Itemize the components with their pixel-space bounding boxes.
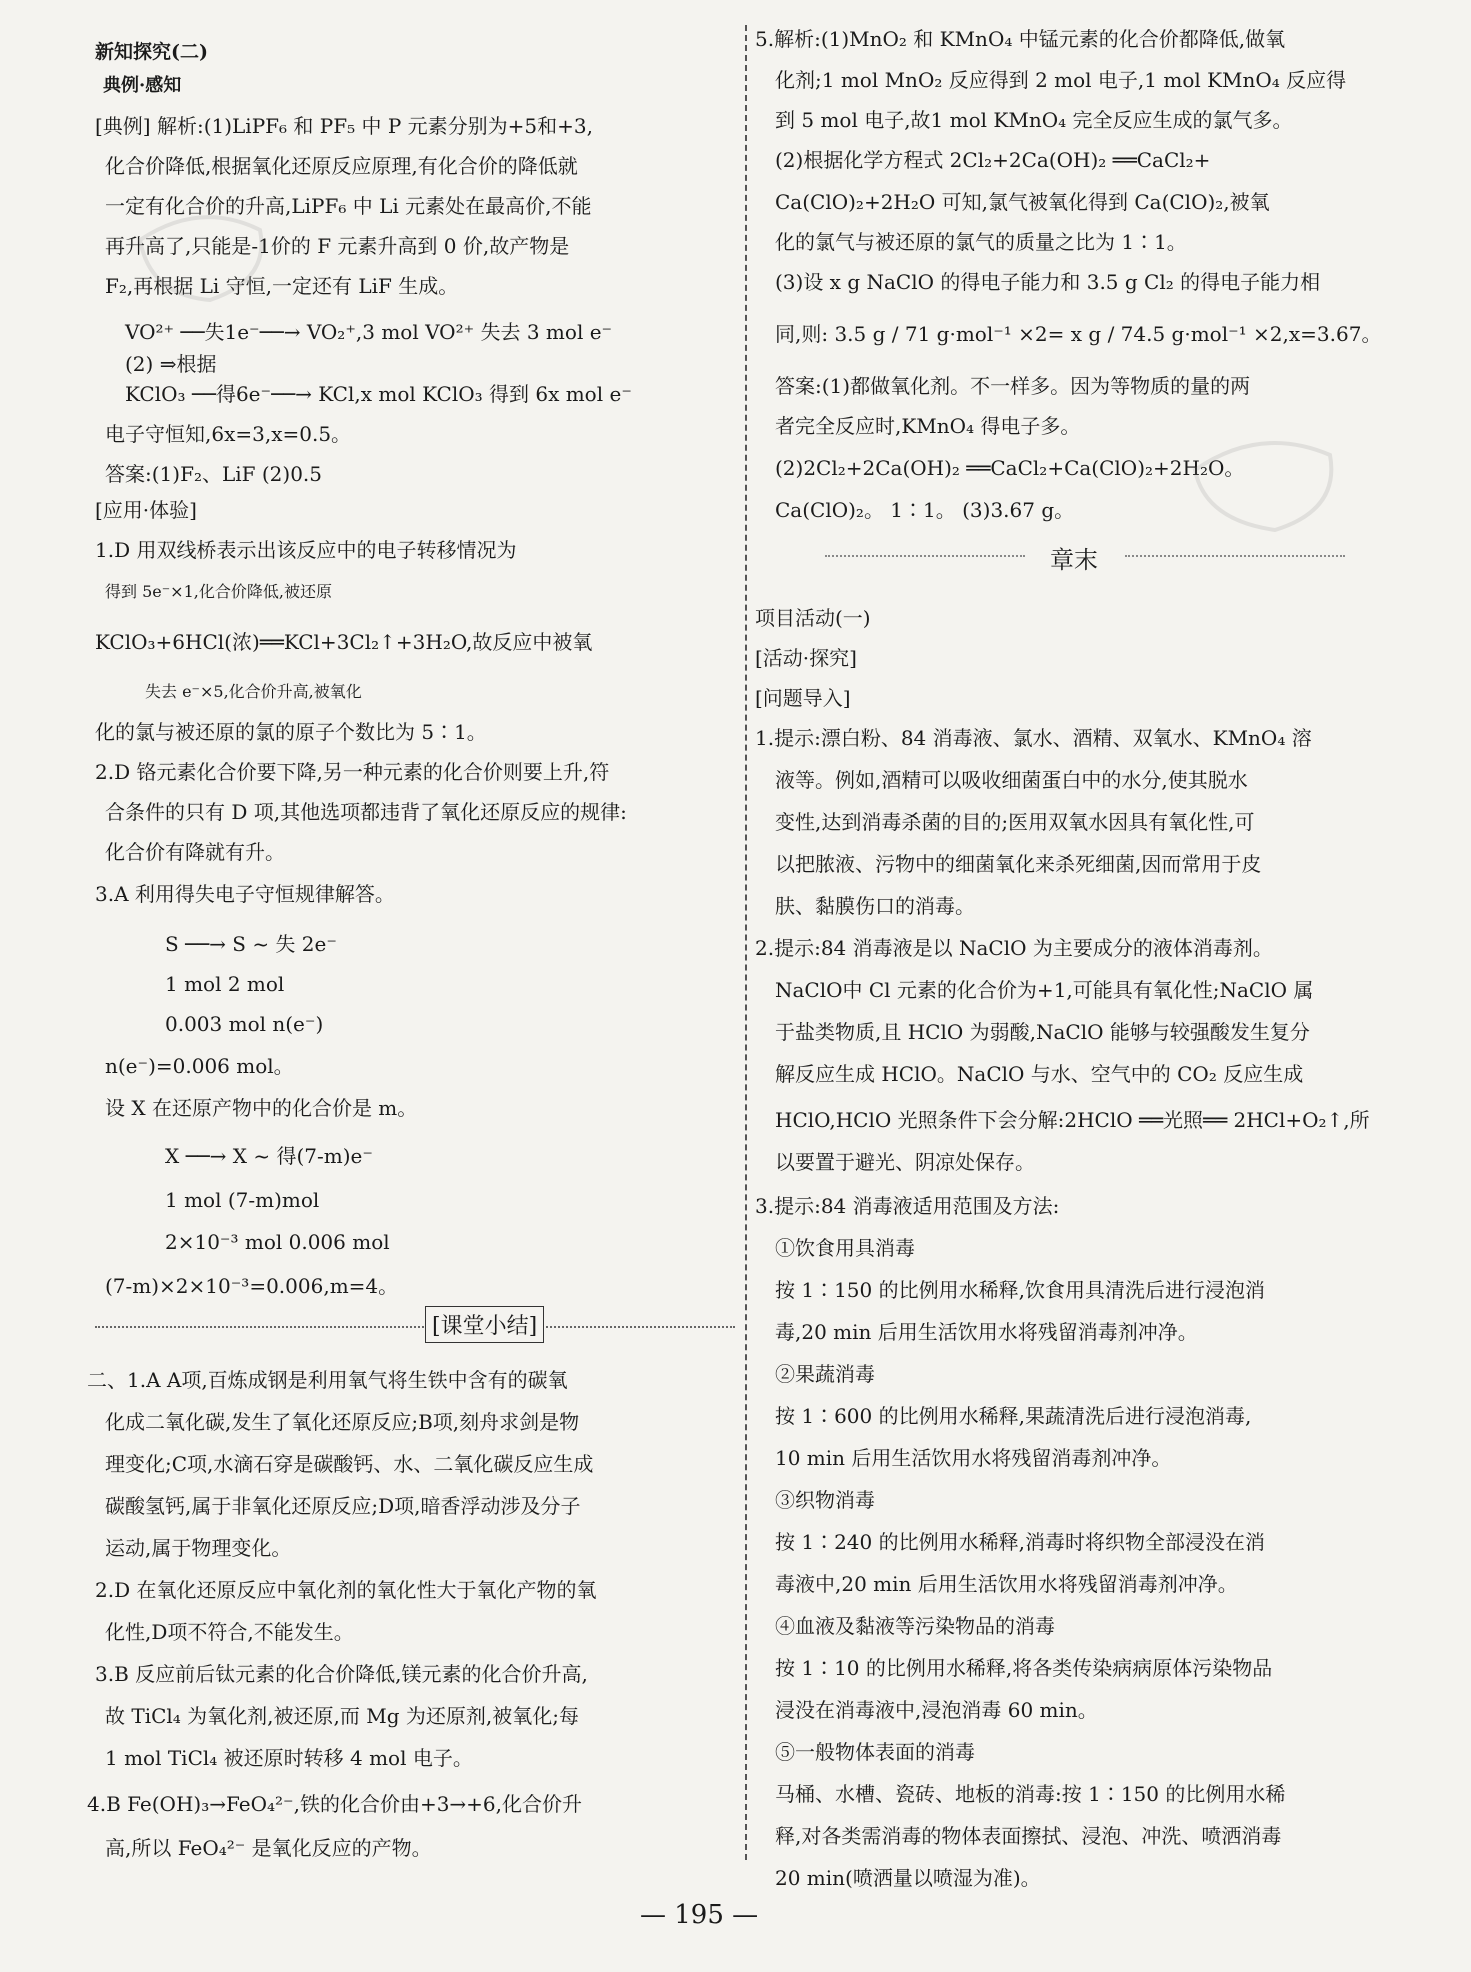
summary-label: [课堂小结] [425, 1306, 544, 1343]
column-divider [745, 25, 747, 1860]
section-label: [应用·体验] [95, 498, 197, 522]
text-line: n(e⁻)=0.006 mol。 [105, 1054, 294, 1078]
text-line: 1.D 用双线桥表示出该反应中的电子转移情况为 [95, 538, 517, 562]
text-line: 设 X 在还原产物中的化合价是 m。 [105, 1096, 418, 1120]
text-line: 运动,属于物理变化。 [105, 1536, 292, 1560]
text-line: 浸没在消毒液中,浸泡消毒 60 min。 [775, 1698, 1098, 1722]
text-line: 释,对各类需消毒的物体表面擦拭、浸泡、冲洗、喷洒消毒 [775, 1824, 1282, 1848]
text-line: 者完全反应时,KMnO₄ 得电子多。 [775, 414, 1081, 438]
text-line: 化的氯气与被还原的氯气的质量之比为 1∶1。 [775, 230, 1187, 254]
text-line: 按 1∶150 的比例用水稀释,饮食用具清洗后进行浸泡消 [775, 1278, 1265, 1302]
text-line: 化的氯与被还原的氯的原子个数比为 5∶1。 [95, 720, 487, 744]
answer-line: 答案:(1)都做氧化剂。不一样多。因为等物质的量的两 [775, 374, 1251, 398]
bridge-annotation: 失去 e⁻×5,化合价升高,被氧化 [145, 682, 362, 701]
chapter-title: 章末 [1050, 546, 1098, 574]
project-title: 项目活动(一) [755, 606, 871, 630]
text-line: [典例] 解析:(1)LiPF₆ 和 PF₅ 中 P 元素分别为+5和+3, [95, 114, 593, 138]
text-line: 到 5 mol 电子,故1 mol KMnO₄ 完全反应生成的氯气多。 [775, 108, 1293, 132]
text-line: 毒,20 min 后用生活饮用水将残留消毒剂冲净。 [775, 1320, 1198, 1344]
section-label: [活动·探究] [755, 646, 857, 670]
text-line: 马桶、水槽、瓷砖、地板的消毒:按 1∶150 的比例用水稀 [775, 1782, 1286, 1806]
text-line: 2.D 在氧化还原反应中氧化剂的氧化性大于氧化产物的氧 [95, 1578, 597, 1602]
text-line: 按 1∶600 的比例用水稀释,果蔬清洗后进行浸泡消毒, [775, 1404, 1252, 1428]
subheading: ⑤一般物体表面的消毒 [775, 1740, 975, 1764]
text-line: F₂,再根据 Li 守恒,一定还有 LiF 生成。 [105, 274, 459, 298]
page-number: — 195 — [640, 1900, 759, 1930]
text-line: (3)设 x g NaClO 的得电子能力和 3.5 g Cl₂ 的得电子能力相 [775, 270, 1321, 294]
text-line: 2.D 铬元素化合价要下降,另一种元素的化合价则要上升,符 [95, 760, 610, 784]
text-line: 3.提示:84 消毒液适用范围及方法: [755, 1194, 1060, 1218]
equation-line: HClO,HClO 光照条件下会分解:2HClO ══光照══ 2HCl+O₂↑,所 [775, 1108, 1370, 1132]
chapter-rule-left [825, 555, 1025, 557]
text-line: (2)2Cl₂+2Ca(OH)₂ ══CaCl₂+Ca(ClO)₂+2H₂O。 [775, 456, 1245, 480]
text-line: 于盐类物质,且 HClO 为弱酸,NaClO 能够与较强酸发生复分 [775, 1020, 1310, 1044]
text-line: 液等。例如,酒精可以吸收细菌蛋白中的水分,使其脱水 [775, 768, 1248, 792]
equation-line: KClO₃+6HCl(浓)══KCl+3Cl₂↑+3H₂O,故反应中被氧 [95, 630, 593, 654]
text-line: 20 min(喷洒量以喷湿为准)。 [775, 1866, 1041, 1890]
text-line: 化合价有降就有升。 [105, 840, 285, 864]
equation-line: 2×10⁻³ mol 0.006 mol [165, 1230, 390, 1254]
equation-line: 1 mol 2 mol [165, 972, 285, 996]
text-line: 10 min 后用生活饮用水将残留消毒剂冲净。 [775, 1446, 1172, 1470]
equation-line: X ──→ X ~ 得(7-m)e⁻ [165, 1144, 373, 1168]
bridge-annotation: 得到 5e⁻×1,化合价降低,被还原 [105, 582, 332, 601]
text-line: 2.提示:84 消毒液是以 NaClO 为主要成分的液体消毒剂。 [755, 936, 1273, 960]
text-line: 毒液中,20 min 后用生活饮用水将残留消毒剂冲净。 [775, 1572, 1238, 1596]
text-line: 4.B Fe(OH)₃→FeO₄²⁻,铁的化合价由+3→+6,化合价升 [87, 1792, 583, 1816]
text-line: Ca(ClO)₂+2H₂O 可知,氯气被氧化得到 Ca(ClO)₂,被氧 [775, 190, 1270, 214]
text-line: 以把脓液、污物中的细菌氧化来杀死细菌,因而常用于皮 [775, 852, 1262, 876]
text-line: 化剂;1 mol MnO₂ 反应得到 2 mol 电子,1 mol KMnO₄ 反应得 [775, 68, 1347, 92]
equation-line: 1 mol (7-m)mol [165, 1188, 320, 1212]
text-line: 1.提示:漂白粉、84 消毒液、氯水、酒精、双氧水、KMnO₄ 溶 [755, 726, 1312, 750]
text-line: Ca(ClO)₂。 1∶1。 (3)3.67 g。 [775, 498, 1075, 522]
subheading: ①饮食用具消毒 [775, 1236, 915, 1260]
text-line: 一定有化合价的升高,LiPF₆ 中 Li 元素处在最高价,不能 [105, 194, 592, 218]
section-subtitle: 典例·感知 [103, 75, 182, 96]
summary-divider [95, 1326, 735, 1328]
text-line: (7-m)×2×10⁻³=0.006,m=4。 [105, 1274, 399, 1298]
text-line: 肤、黏膜伤口的消毒。 [775, 894, 975, 918]
text-line: 3.A 利用得失电子守恒规律解答。 [95, 882, 395, 906]
text-line: 变性,达到消毒杀菌的目的;医用双氧水因具有氧化性,可 [775, 810, 1255, 834]
text-line: 解反应生成 HClO。NaClO 与水、空气中的 CO₂ 反应生成 [775, 1062, 1304, 1086]
subheading: ③织物消毒 [775, 1488, 875, 1512]
answer-line: 答案:(1)F₂、LiF (2)0.5 [105, 462, 323, 486]
text-line: 化成二氧化碳,发生了氧化还原反应;B项,刻舟求剑是物 [105, 1410, 580, 1434]
equation-line: 同,则: 3.5 g / 71 g·mol⁻¹ ×2= x g / 74.5 g·mol⁻¹ ×2,x=3.67。 [775, 322, 1382, 346]
section-label: [问题导入] [755, 686, 851, 710]
text-line: 按 1∶10 的比例用水稀释,将各类传染病病原体污染物品 [775, 1656, 1273, 1680]
text-line: 故 TiCl₄ 为氧化剂,被还原,而 Mg 为还原剂,被氧化;每 [105, 1704, 579, 1728]
text-line: NaClO中 Cl 元素的化合价为+1,可能具有氧化性;NaClO 属 [775, 978, 1314, 1002]
section-title: 新知探究(二) [95, 41, 208, 63]
watermark-icon [1180, 420, 1350, 540]
text-line: 合条件的只有 D 项,其他选项都违背了氧化还原反应的规律: [105, 800, 627, 824]
equation-line: KClO₃ ──得6e⁻──→ KCl,x mol KClO₃ 得到 6x mol e⁻ [125, 382, 632, 406]
text-line: 电子守恒知,6x=3,x=0.5。 [105, 422, 352, 446]
equation-line: 0.003 mol n(e⁻) [165, 1012, 324, 1036]
text-line: 化合价降低,根据氧化还原反应原理,有化合价的降低就 [105, 154, 578, 178]
text-line: 3.B 反应前后钛元素的化合价降低,镁元素的化合价升高, [95, 1662, 588, 1686]
equation-line: VO²⁺ ──失1e⁻──→ VO₂⁺,3 mol VO²⁺ 失去 3 mol e⁻ [125, 320, 613, 344]
text-line: 按 1∶240 的比例用水稀释,消毒时将织物全部浸没在消 [775, 1530, 1265, 1554]
text-line: 5.解析:(1)MnO₂ 和 KMnO₄ 中锰元素的化合价都降低,做氧 [755, 27, 1286, 51]
text-line: 二、1.A A项,百炼成钢是利用氧气将生铁中含有的碳氧 [87, 1368, 568, 1392]
text-line: 以要置于避光、阴凉处保存。 [775, 1150, 1035, 1174]
chapter-rule-right [1125, 555, 1345, 557]
text-line: 1 mol TiCl₄ 被还原时转移 4 mol 电子。 [105, 1746, 473, 1770]
text-line: 再升高了,只能是-1价的 F 元素升高到 0 价,故产物是 [105, 234, 570, 258]
equation-line: (2) ⇒根据 [125, 352, 217, 376]
equation-line: S ──→ S ~ 失 2e⁻ [165, 932, 337, 956]
subheading: ④血液及黏液等污染物品的消毒 [775, 1614, 1055, 1638]
watermark-icon [120, 200, 280, 310]
text-line: 高,所以 FeO₄²⁻ 是氧化反应的产物。 [105, 1836, 432, 1860]
subheading: ②果蔬消毒 [775, 1362, 875, 1386]
text-line: 化性,D项不符合,不能发生。 [105, 1620, 354, 1644]
text-line: 碳酸氢钙,属于非氧化还原反应;D项,暗香浮动涉及分子 [105, 1494, 581, 1518]
text-line: 理变化;C项,水滴石穿是碳酸钙、水、二氧化碳反应生成 [105, 1452, 594, 1476]
text-line: (2)根据化学方程式 2Cl₂+2Ca(OH)₂ ══CaCl₂+ [775, 148, 1211, 172]
